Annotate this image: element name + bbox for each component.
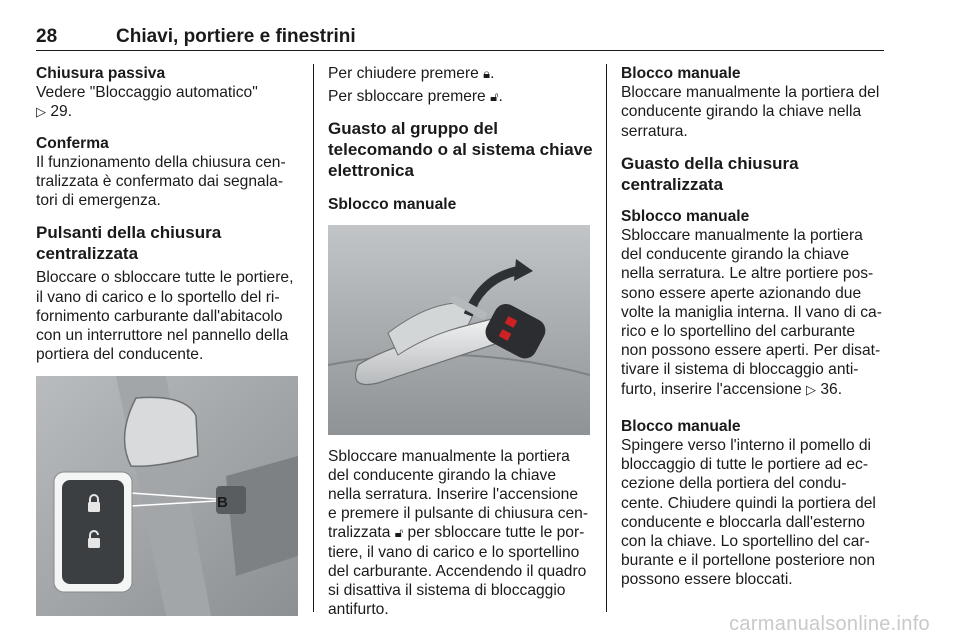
page-header	[36, 26, 884, 52]
door-handle-illustration	[328, 225, 590, 435]
column-divider-2	[606, 64, 607, 612]
watermark: carmanualsonline.info	[729, 613, 930, 635]
column-1	[36, 64, 301, 616]
lock-instruction: Per chiudere premere 🔒︎.	[328, 65, 495, 82]
manual-unlock-heading: Sblocco manuale	[328, 196, 457, 214]
unlock-instruction: Per sbloccare premere 🔓︎.	[328, 88, 503, 106]
buttons-text: Bloccare o sbloccare tutte le portiere, il vano di carico e lo sportello del ri- fornimento carburante dall'abitacolo con un interruttore nel pannello della portiera del conducente.	[36, 269, 294, 364]
unlock-icon: 🔓︎	[490, 89, 499, 105]
door-panel-switch-figure	[36, 376, 298, 616]
column-divider-1	[313, 64, 314, 612]
manual-lock-text-2: Spingere verso l'interno il pomello di bloccaggio di tutte le portiere ad ec- cezione della portiera del condu- cente. Chiudere quindi la portiera del conducente e bloccarla dall'esterno con la chiave. Lo sportellino del car- burante e il portellone posteriore non possono essere bloccati.	[621, 437, 876, 589]
manual-unlock-text-2: Sbloccare manualmente la portiera del conducente girando la chiave nella serratura. Le altre portiere pos- sono essere aperte azionando due volte la maniglia interna. Il vano di ca- rico e lo sportellino del carburante non possono essere aperti. Per disat- tivare il sistema di bloccaggio anti- furto, inserire l'accensione ▷ 36.	[621, 227, 882, 398]
central-lock-fault-heading: Guasto della chiusura centralizzata	[621, 153, 799, 194]
remote-fault-heading: Guasto al gruppo del telecomando o al sistema chiave elettronica	[328, 119, 593, 181]
manual-lock-heading: Blocco manuale	[621, 65, 741, 82]
chapter-title: Chiavi, portiere e finestrini	[116, 26, 356, 47]
confirm-heading: Conferma	[36, 134, 109, 152]
manual-lock-text: Bloccare manualmente la portiera del conducente girando la chiave nella serratura.	[621, 84, 880, 140]
header-rule	[36, 50, 884, 51]
page-ref-arrow-icon: ▷	[806, 381, 817, 397]
door-handle-key-figure	[328, 225, 590, 435]
buttons-heading: Pulsanti della chiusura centralizzata	[36, 223, 222, 264]
unlock-icon: 🔓︎	[394, 525, 404, 541]
confirm-text: Il funzionamento della chiusura cen- tralizzata è confermato dai segnala- tori di emergenza.	[36, 153, 286, 210]
door-panel-illustration	[36, 376, 298, 616]
column-2	[328, 64, 593, 619]
passive-heading: Chiusura passiva	[36, 65, 166, 82]
column-3	[621, 64, 889, 590]
callout-label: B	[217, 494, 228, 512]
page-ref-arrow-icon: ▷	[36, 104, 46, 120]
passive-ref: 29.	[50, 103, 73, 121]
page-number: 28	[36, 26, 58, 47]
manual-lock-heading-2: Blocco manuale	[621, 417, 741, 435]
manual-unlock-heading-2: Sblocco manuale	[621, 207, 750, 225]
lock-icon: 🔒︎	[483, 66, 491, 81]
passive-text: Vedere "Bloccaggio automatico" ▷ 29.	[36, 84, 258, 121]
manual-unlock-text: Sbloccare manualmente la portiera del conducente girando la chiave nella serratura. Inserire l'accensione e premere il pulsante di chiusura cen- tralizzata 🔓︎ per sbloccare tutte le por- tiere, il vano di carico e lo sportellino del carburante. Accendendo il quadro si disattiva il sistema di bloccaggio antifurto.	[328, 447, 589, 619]
